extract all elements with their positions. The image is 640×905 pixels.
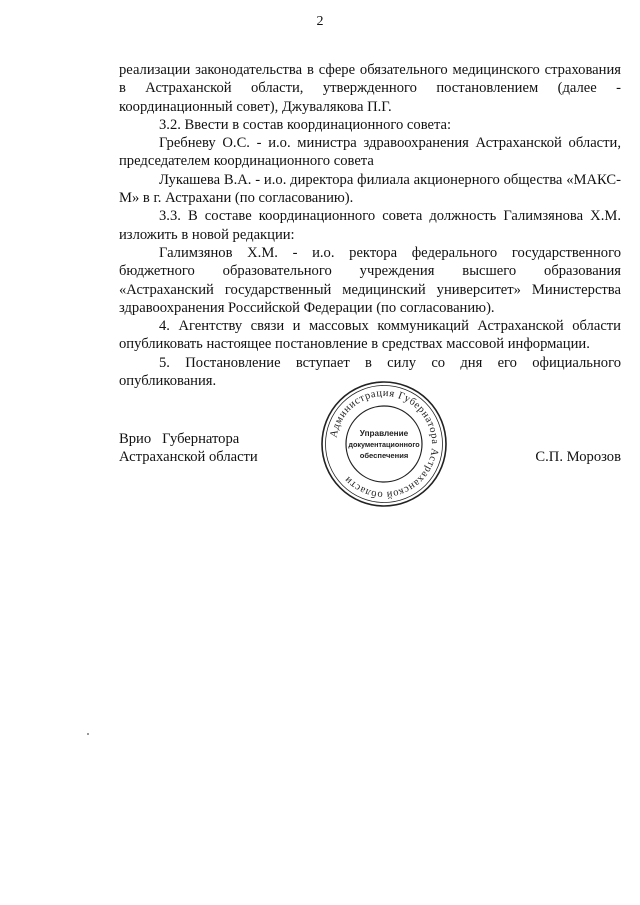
page-number: 2 — [316, 14, 324, 29]
signatory-position — [119, 430, 258, 467]
seal-center-line1: Управление — [359, 429, 409, 438]
paragraph-galimzyanov: Галимзянов Х.М. - и.о. ректора федерального государственного бюджетного образовательного учреждения высшего образования «Астраханский государственный медицинский университет» Министерства здравоохранения Российской Федерации (по согласованию). — [119, 244, 621, 316]
paragraph-3-3: 3.3. В составе координационного совета должность Галимзянова Х.М. изложить в новой редакции: — [119, 208, 621, 243]
paragraph-continuation: реализации законодательства в сфере обязательного медицинского страхования в Астраханской области, утвержденного постановлением (далее - координационный совет), Джувалякова П.Г. — [119, 62, 621, 115]
paragraph-5: 5. Постановление вступает в силу со дня его официального опубликования. — [119, 354, 621, 390]
seal-ring-text: Администрация Губернатора Астраханской области — [328, 387, 441, 501]
document-body — [119, 61, 621, 390]
signatory-name: С.П. Морозов — [535, 449, 621, 465]
paragraph-3-2: 3.2. Ввести в состав координационного совета: — [159, 116, 452, 133]
scan-speck — [87, 733, 89, 735]
paragraph-4: 4. Агентству связи и массовых коммуникаций Астраханской области опубликовать настоящее постановление в средствах массовой информации. — [119, 318, 621, 353]
signatory-position-line2: Астраханской области — [119, 449, 258, 466]
paragraph-grebneva: Гребневу О.С. - и.о. министра здравоохранения Астраханской области, председателем координационного совета — [119, 135, 621, 170]
seal-center-line3: обеспечения — [359, 451, 409, 460]
seal-center-line2: документационного — [348, 440, 420, 449]
signatory-position-line1: Врио Губернатора — [119, 431, 240, 447]
paragraph-lukashev: Лукашева В.А. - и.о. директора филиала акционерного общества «МАКС-М» в г. Астрахани (по согласованию). — [119, 171, 621, 207]
official-seal — [319, 379, 449, 509]
